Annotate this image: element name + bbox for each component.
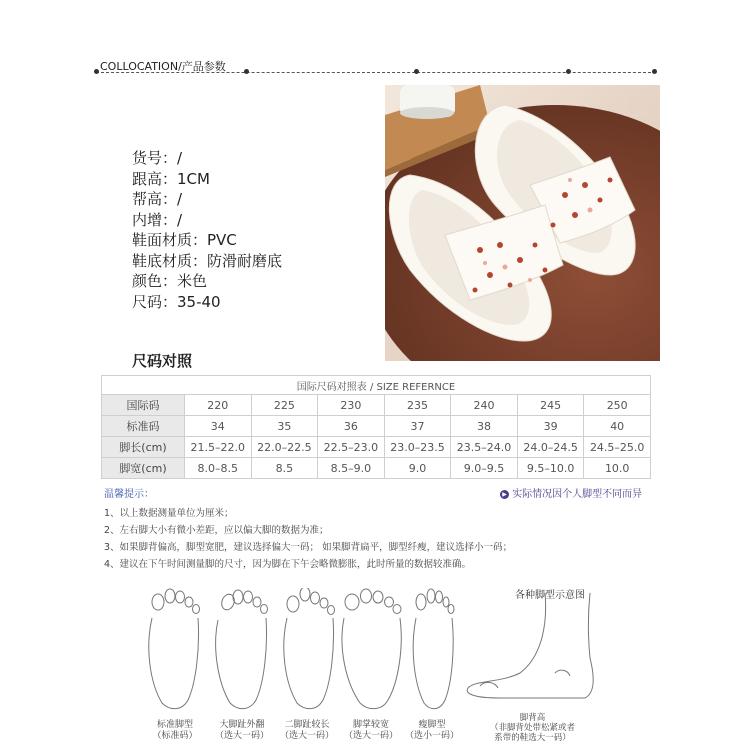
table-cell: 250 (584, 395, 651, 416)
param-item-no: 货号：/ (132, 149, 183, 167)
foot-label-line: 脚背高 (519, 713, 546, 723)
foot-label-line: 脚掌较宽 (352, 720, 389, 730)
foot-label-line: （选大一码） (214, 731, 269, 741)
foot-label-line: 系带的鞋选大一码） (494, 733, 571, 743)
table-cell: 8.5 (251, 458, 318, 479)
table-row (102, 437, 651, 458)
foot-label-line: 大脚趾外翻 (219, 720, 265, 730)
foot-label-line: 二脚趾较长 (284, 720, 330, 730)
table-cell: 22.0–22.5 (251, 437, 318, 458)
table-cell: 40 (584, 416, 651, 437)
tip-item: 2、左右脚大小有微小差距，应以偏大脚的数据为准； (104, 525, 329, 536)
param-sole-material: 鞋底材质：防滑耐磨底 (132, 251, 283, 270)
tip-item: 4、建议在下午时间测量脚的尺寸，因为脚在下午会略微膨胀，此时所量的数据较准确。 (104, 559, 472, 570)
foot-label-line: 瘦脚型 (418, 720, 446, 730)
high-instep-foot-icon (460, 588, 610, 703)
table-cell: 220 (185, 395, 252, 416)
table-row (102, 395, 651, 416)
table-cell: 23.0–23.5 (384, 437, 451, 458)
foot-label-line: 标准脚型 (156, 720, 193, 730)
table-cell: 37 (384, 416, 451, 437)
table-cell: 9.0 (384, 458, 451, 479)
table-cell: 21.5–22.0 (185, 437, 252, 458)
divider-dot (566, 69, 571, 74)
param-size-range: 尺码：35-40 (132, 292, 221, 311)
param-upper-material: 鞋面材质：PVC (132, 231, 237, 249)
foot-label-slim (397, 720, 467, 742)
divider-dot (94, 69, 99, 74)
tips-note (500, 485, 642, 500)
standard-foot-icon (140, 588, 210, 713)
foot-label-long-second-toe (272, 720, 342, 742)
tips-heading: 温馨提示： (104, 489, 154, 500)
divider-dot (652, 69, 657, 74)
foot-label-wide (336, 720, 406, 742)
table-cell: 8.0–8.5 (185, 458, 252, 479)
param-heel-height: 跟高：1CM (132, 169, 210, 188)
header-divider (96, 72, 656, 73)
table-cell: 34 (185, 416, 252, 437)
table-cell: 38 (451, 416, 518, 437)
divider-dot (244, 69, 249, 74)
product-params (132, 148, 282, 312)
bunion-foot-icon (208, 588, 278, 713)
foot-label-line: （非脚背处带松紧或者 (489, 723, 575, 733)
section-header-title: COLLOCATION/产品参数 (100, 60, 226, 73)
table-cell: 24.0–24.5 (517, 437, 584, 458)
row-header: 脚宽(cm) (102, 458, 185, 479)
table-cell: 35 (251, 416, 318, 437)
table-cell: 10.0 (584, 458, 651, 479)
foot-label-high-instep (475, 713, 590, 743)
table-cell: 230 (318, 395, 385, 416)
foot-types-title: 各种脚型示意图 (515, 590, 585, 601)
table-cell: 39 (517, 416, 584, 437)
table-cell: 9.5–10.0 (517, 458, 584, 479)
table-cell: 36 (318, 416, 385, 437)
size-chart-title: 尺码对照 (132, 352, 193, 370)
long-second-toe-foot-icon (275, 588, 345, 713)
tip-item: 3、如果脚背偏高，脚型宽肥，建议选择偏大一码； 如果脚背扁平，脚型纤瘦，建议选择小一码； (104, 542, 513, 553)
tip-item: 1、以上数据测量单位为厘米； (104, 508, 234, 519)
table-cell: 240 (451, 395, 518, 416)
foot-label-line: （选大一码） (279, 731, 334, 741)
table-cell: 9.0–9.5 (451, 458, 518, 479)
foot-label-bunion (207, 720, 277, 742)
table-cell: 8.5–9.0 (318, 458, 385, 479)
table-cell: 24.5–25.0 (584, 437, 651, 458)
table-row (102, 458, 651, 479)
param-inner-lift: 内增：/ (132, 210, 183, 229)
foot-label-line: （标准码） (152, 731, 198, 741)
table-cell: 23.5–24.0 (451, 437, 518, 458)
product-photo (385, 85, 660, 361)
row-header: 标准码 (102, 416, 185, 437)
row-header: 国际码 (102, 395, 185, 416)
play-icon: ▶ (500, 490, 509, 499)
foot-label-standard (140, 720, 210, 742)
divider-dot (414, 69, 419, 74)
size-table-caption: 国际尺码对照表 / SIZE REFERNCE (102, 376, 651, 395)
table-cell: 235 (384, 395, 451, 416)
wide-foot-icon (338, 588, 408, 713)
table-cell: 225 (251, 395, 318, 416)
table-row (102, 416, 651, 437)
row-header: 脚长(cm) (102, 437, 185, 458)
tips-note-text: 实际情况因个人脚型不同而异 (512, 489, 643, 500)
param-color: 颜色：米色 (132, 272, 208, 290)
table-cell: 22.5–23.0 (318, 437, 385, 458)
param-upper-height: 帮高：/ (132, 190, 183, 208)
table-cell: 245 (517, 395, 584, 416)
size-table (101, 375, 651, 479)
foot-label-line: （选大一码） (343, 731, 398, 741)
foot-label-line: （选小一码） (404, 731, 459, 741)
